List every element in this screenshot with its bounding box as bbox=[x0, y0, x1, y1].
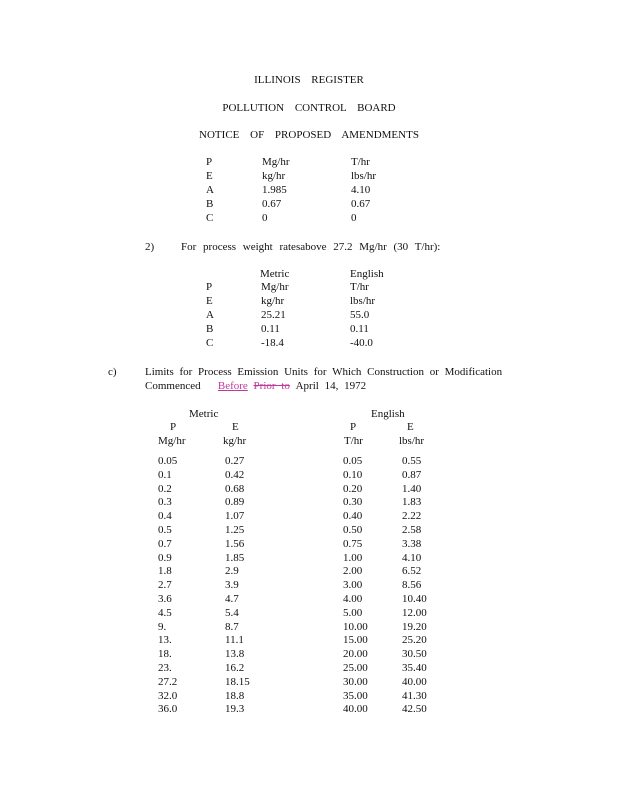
english-e-values-cell: 0.87 bbox=[402, 468, 422, 481]
english-p-values-cell: 30.00 bbox=[343, 675, 368, 688]
metric-e-values-cell: 11.1 bbox=[225, 634, 244, 647]
block2-labels bbox=[206, 281, 214, 351]
effective-date: April 14, 1972 bbox=[295, 380, 367, 392]
metric-e-unit: kg/hr bbox=[223, 435, 247, 447]
block2-english-heading: English bbox=[350, 268, 384, 280]
english-p-values-cell: 0.50 bbox=[343, 523, 363, 536]
block1-metric-cell: kg/hr bbox=[262, 169, 286, 182]
block2-english-cell: lbs/hr bbox=[350, 294, 376, 307]
metric-p-values-cell: 9. bbox=[158, 620, 167, 633]
item2-number: 2) bbox=[145, 241, 155, 253]
block2-english-cell: -40.0 bbox=[350, 336, 373, 349]
metric-e-values-cell: 0.42 bbox=[225, 468, 245, 481]
block2-english-cell: T/hr bbox=[350, 281, 369, 293]
board-title: POLLUTION CONTROL BOARD bbox=[222, 102, 396, 114]
block1-english-cell: 4.10 bbox=[351, 183, 371, 196]
metric-p-values-cell: 2.7 bbox=[158, 579, 172, 592]
block1-metric-cell: Mg/hr bbox=[262, 156, 290, 168]
block2-metric bbox=[261, 281, 289, 351]
english-e-values-cell: 40.00 bbox=[402, 675, 427, 688]
metric-p-values-cell: 4.5 bbox=[158, 606, 172, 619]
english-p-values-cell: 10.00 bbox=[343, 620, 368, 633]
block2-metric-heading: Metric bbox=[260, 268, 290, 280]
block1-english-cell: 0 bbox=[351, 211, 357, 224]
english-p-values-cell: 0.30 bbox=[343, 496, 363, 509]
english-e-values-cell: 2.22 bbox=[402, 510, 422, 523]
english-p-unit: T/hr bbox=[344, 435, 363, 447]
english-p-values-cell: 25.00 bbox=[343, 661, 368, 674]
metric-p-header: P bbox=[170, 421, 177, 433]
english-p-values-cell: 4.00 bbox=[343, 592, 363, 605]
block2-english-cell: 0.11 bbox=[350, 322, 369, 335]
register-title: ILLINOIS REGISTER bbox=[254, 74, 364, 86]
section-c-heading-line2 bbox=[145, 379, 366, 393]
metric-e-values-cell: 13.8 bbox=[225, 648, 245, 661]
deleted-text: Prior to bbox=[253, 380, 290, 392]
english-e-values-cell: 25.20 bbox=[402, 634, 427, 647]
metric-e-values-cell: 0.68 bbox=[225, 482, 245, 495]
english-e-values-cell: 3.38 bbox=[402, 537, 422, 550]
block2-english bbox=[350, 281, 375, 351]
metric-e-values-cell: 4.7 bbox=[225, 592, 239, 605]
english-p-values-cell: 2.00 bbox=[343, 565, 363, 578]
block2-metric-cell: Mg/hr bbox=[261, 281, 289, 293]
block1-metric bbox=[262, 156, 290, 226]
block2-metric-cell: 25.21 bbox=[261, 308, 286, 321]
block2-metric-cell: kg/hr bbox=[261, 294, 285, 307]
metric-e-values-cell: 1.85 bbox=[225, 551, 245, 564]
english-e-values-cell: 19.20 bbox=[402, 620, 427, 633]
english-e-values-cell: 35.40 bbox=[402, 661, 427, 674]
metric-p-values-cell: 0.5 bbox=[158, 523, 172, 536]
metric-p-values-cell: 0.9 bbox=[158, 551, 172, 564]
metric-p-values-cell: 27.2 bbox=[158, 675, 178, 688]
english-p-values-cell: 1.00 bbox=[343, 551, 363, 564]
metric-e-values-cell: 0.89 bbox=[225, 496, 245, 509]
metric-e-values-cell: 18.8 bbox=[225, 689, 245, 702]
table-english-heading: English bbox=[371, 408, 405, 420]
metric-p-values-cell: 0.2 bbox=[158, 482, 172, 495]
english-p-values-cell: 5.00 bbox=[343, 606, 363, 619]
section-c-letter: c) bbox=[108, 366, 117, 378]
inserted-text: Before bbox=[217, 380, 248, 392]
block2-metric-cell: 0.11 bbox=[261, 322, 280, 335]
english-e-values-cell: 4.10 bbox=[402, 551, 422, 564]
english-e-values-cell: 41.30 bbox=[402, 689, 427, 702]
block1-labels bbox=[206, 156, 214, 226]
english-e-values-cell: 6.52 bbox=[402, 565, 422, 578]
english-p-values-cell: 40.00 bbox=[343, 703, 368, 716]
block2-labels-cell: C bbox=[206, 336, 214, 349]
english-p-values-cell: 35.00 bbox=[343, 689, 368, 702]
english-p-values-cell: 3.00 bbox=[343, 579, 363, 592]
metric-p-values-cell: 1.8 bbox=[158, 565, 172, 578]
commenced-word: Commenced bbox=[145, 380, 201, 392]
block2-metric-cell: -18.4 bbox=[261, 336, 284, 349]
metric-p-values bbox=[158, 455, 177, 717]
metric-p-values-cell: 0.7 bbox=[158, 537, 172, 550]
metric-e-values bbox=[225, 455, 250, 717]
english-p-values-cell: 0.40 bbox=[343, 510, 363, 523]
block1-labels-cell: B bbox=[206, 197, 214, 210]
metric-e-values-cell: 3.9 bbox=[225, 579, 239, 592]
metric-p-values-cell: 0.3 bbox=[158, 496, 172, 509]
english-e-values-cell: 42.50 bbox=[402, 703, 427, 716]
block1-labels-cell: A bbox=[206, 183, 214, 196]
english-e-header: E bbox=[407, 421, 414, 433]
block2-english-cell: 55.0 bbox=[350, 308, 370, 321]
english-e-values-cell: 12.00 bbox=[402, 606, 427, 619]
metric-p-values-cell: 18. bbox=[158, 648, 172, 661]
metric-p-unit: Mg/hr bbox=[158, 435, 186, 447]
english-p-values-cell: 20.00 bbox=[343, 648, 368, 661]
english-e-unit: lbs/hr bbox=[399, 435, 425, 447]
english-e-values-cell: 0.55 bbox=[402, 455, 422, 467]
block1-english-cell: 0.67 bbox=[351, 197, 371, 210]
english-e-values-cell: 1.40 bbox=[402, 482, 422, 495]
item2-text: For process weight ratesabove 27.2 Mg/hr (30 T/hr): bbox=[181, 241, 441, 253]
block1-metric-cell: 0 bbox=[262, 211, 268, 224]
english-p-values-cell: 15.00 bbox=[343, 634, 368, 647]
english-e-values-cell: 8.56 bbox=[402, 579, 422, 592]
block1-english-cell: lbs/hr bbox=[351, 169, 377, 182]
metric-p-values-cell: 3.6 bbox=[158, 592, 172, 605]
notice-title: NOTICE OF PROPOSED AMENDMENTS bbox=[199, 129, 419, 141]
metric-p-values-cell: 0.4 bbox=[158, 510, 172, 523]
metric-e-values-cell: 5.4 bbox=[225, 606, 239, 619]
metric-e-header: E bbox=[232, 421, 239, 433]
metric-e-values-cell: 2.9 bbox=[225, 565, 239, 578]
english-p-values-cell: 0.75 bbox=[343, 537, 363, 550]
english-p-values-cell: 0.20 bbox=[343, 482, 363, 495]
english-e-values-cell: 2.58 bbox=[402, 523, 422, 536]
metric-e-values-cell: 1.25 bbox=[225, 523, 245, 536]
block2-labels-cell: P bbox=[206, 281, 213, 293]
metric-e-values-cell: 16.2 bbox=[225, 661, 245, 674]
block2-labels-cell: E bbox=[206, 294, 213, 307]
block1-metric-cell: 0.67 bbox=[262, 197, 282, 210]
block1-english-cell: T/hr bbox=[351, 156, 370, 168]
english-e-values bbox=[402, 455, 427, 717]
english-e-values-cell: 1.83 bbox=[402, 496, 422, 509]
metric-p-values-cell: 0.05 bbox=[158, 455, 178, 467]
metric-p-values-cell: 32.0 bbox=[158, 689, 178, 702]
metric-p-values-cell: 36.0 bbox=[158, 703, 178, 716]
table-metric-heading: Metric bbox=[189, 408, 219, 420]
block1-english bbox=[351, 156, 376, 226]
metric-e-values-cell: 19.3 bbox=[225, 703, 245, 716]
metric-e-values-cell: 1.07 bbox=[225, 510, 245, 523]
metric-e-values-cell: 1.56 bbox=[225, 537, 245, 550]
block2-labels-cell: A bbox=[206, 308, 214, 321]
english-p-values-cell: 0.10 bbox=[343, 468, 363, 481]
block2-labels-cell: B bbox=[206, 322, 214, 335]
english-p-values bbox=[343, 455, 368, 717]
english-e-values-cell: 10.40 bbox=[402, 592, 427, 605]
block1-labels-cell: E bbox=[206, 169, 213, 182]
english-e-values-cell: 30.50 bbox=[402, 648, 427, 661]
section-c-heading: Limits for Process Emission Units for Which Construction or Modification bbox=[145, 366, 503, 378]
metric-e-values-cell: 18.15 bbox=[225, 675, 250, 688]
metric-p-values-cell: 0.1 bbox=[158, 468, 172, 481]
english-p-values-cell: 0.05 bbox=[343, 455, 363, 467]
english-p-header: P bbox=[350, 421, 357, 433]
metric-p-values-cell: 13. bbox=[158, 634, 172, 647]
block1-labels-cell: P bbox=[206, 156, 213, 168]
metric-e-values-cell: 8.7 bbox=[225, 620, 239, 633]
metric-p-values-cell: 23. bbox=[158, 661, 172, 674]
metric-e-values-cell: 0.27 bbox=[225, 455, 245, 467]
block1-labels-cell: C bbox=[206, 211, 214, 224]
block1-metric-cell: 1.985 bbox=[262, 183, 287, 196]
